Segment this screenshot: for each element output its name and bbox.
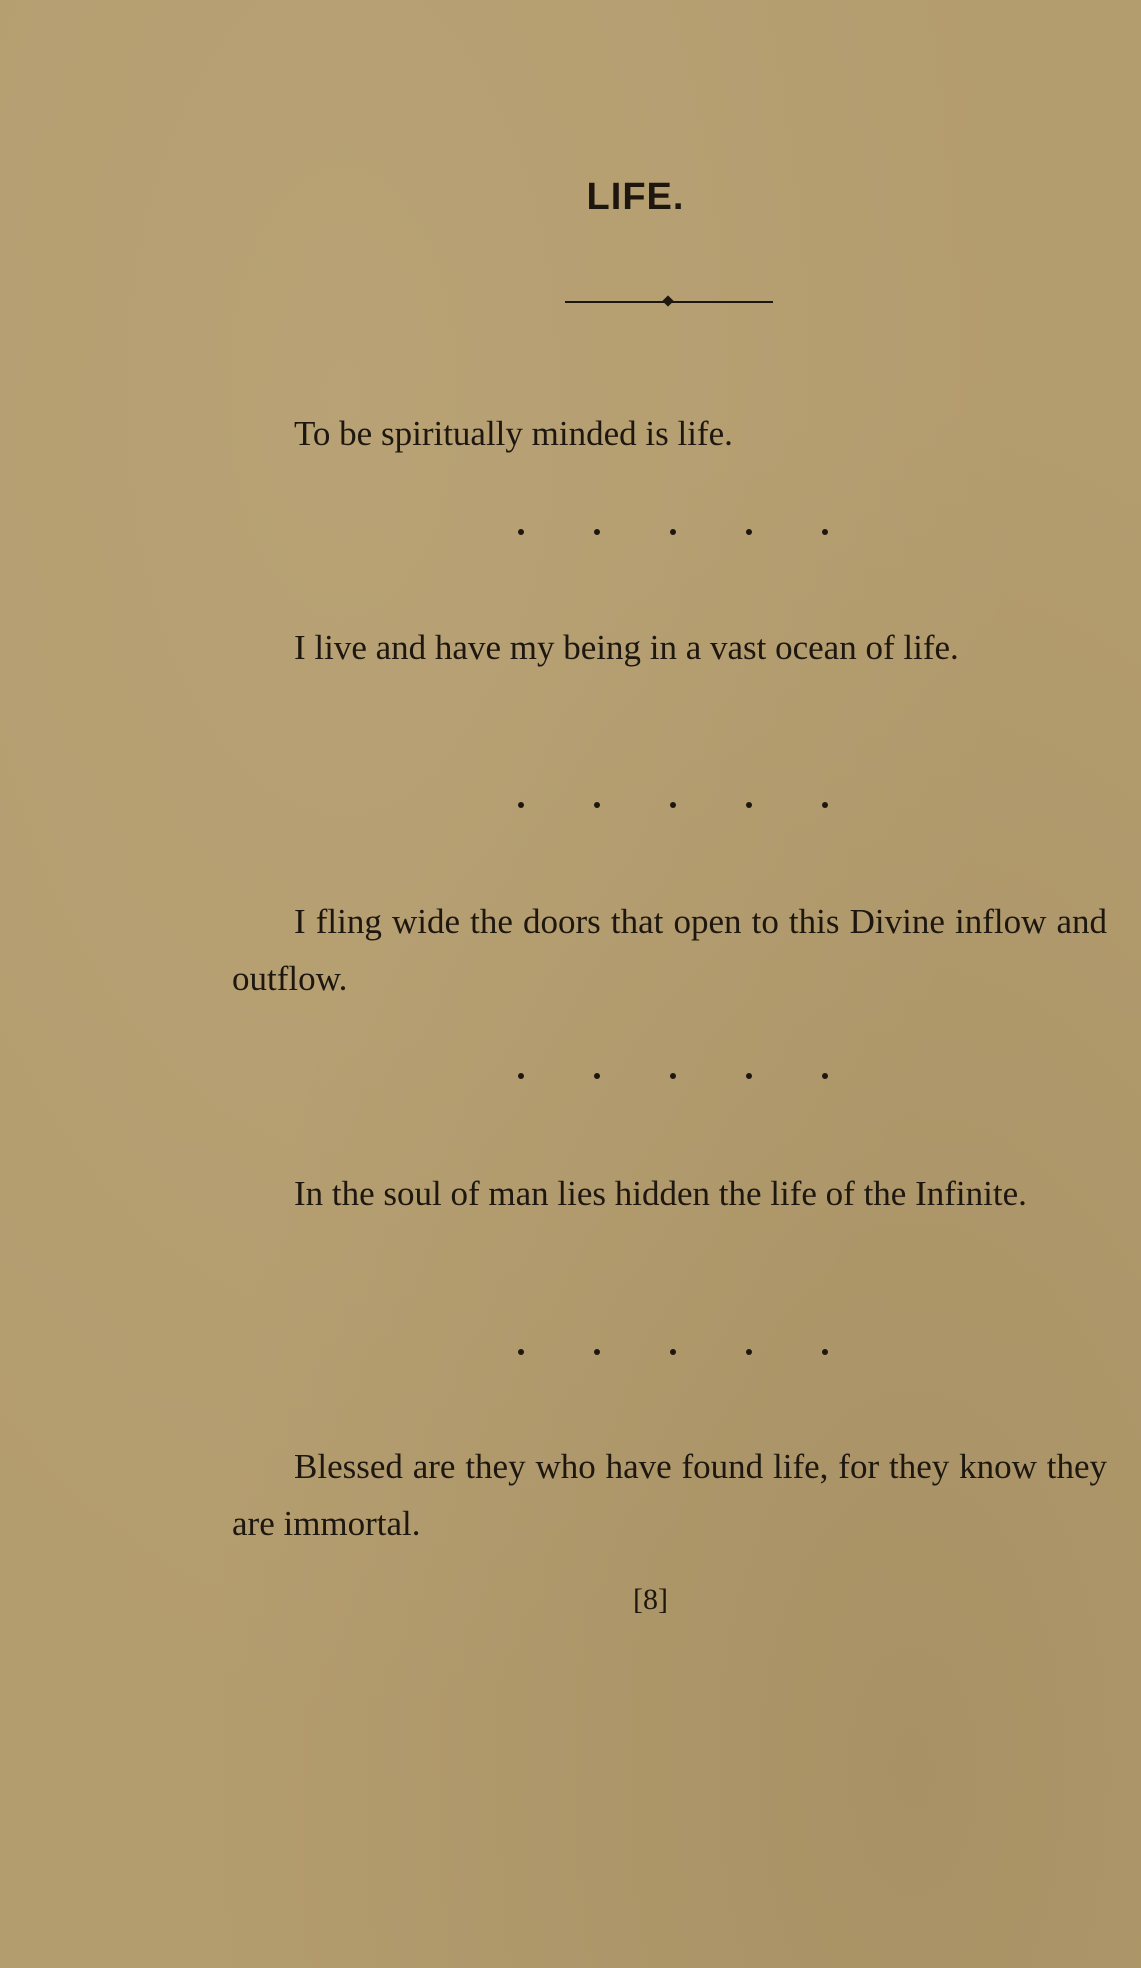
separator-dot <box>594 529 600 535</box>
paragraph-5: Blessed are they who have found life, for they know they are immortal. <box>232 1447 1107 1543</box>
section-separator-3 <box>518 1071 828 1081</box>
separator-dot <box>594 802 600 808</box>
separator-dot <box>518 802 524 808</box>
separator-dot <box>594 1073 600 1079</box>
separator-dot <box>746 1349 752 1355</box>
separator-dot <box>822 1073 828 1079</box>
separator-dot <box>670 802 676 808</box>
separator-dot <box>746 1073 752 1079</box>
separator-dot <box>518 529 524 535</box>
separator-dot <box>518 1349 524 1355</box>
separator-dot <box>822 529 828 535</box>
separator-dot <box>594 1349 600 1355</box>
ornament-diamond-icon <box>662 295 673 306</box>
section-separator-2 <box>518 800 828 810</box>
separator-dot <box>822 1349 828 1355</box>
separator-dot <box>822 802 828 808</box>
paragraph-2: I live and have my being in a vast ocean of life. <box>294 628 959 667</box>
chapter-title: LIFE. <box>586 176 685 218</box>
separator-dot <box>518 1073 524 1079</box>
separator-dot <box>670 1073 676 1079</box>
separator-dot <box>746 529 752 535</box>
paragraph-4: In the soul of man lies hidden the life of the Infinite. <box>294 1174 1027 1213</box>
separator-dot <box>670 1349 676 1355</box>
section-separator-1 <box>518 527 828 537</box>
separator-dot <box>670 529 676 535</box>
section-separator-4 <box>518 1347 828 1357</box>
separator-dot <box>746 802 752 808</box>
paragraph-1: To be spiritually minded is life. <box>294 414 733 453</box>
title-ornament-rule <box>565 294 773 310</box>
paragraph-3: I fling wide the doors that open to this Divine inflow and outflow. <box>232 902 1107 998</box>
page-number: [8] <box>633 1583 668 1616</box>
